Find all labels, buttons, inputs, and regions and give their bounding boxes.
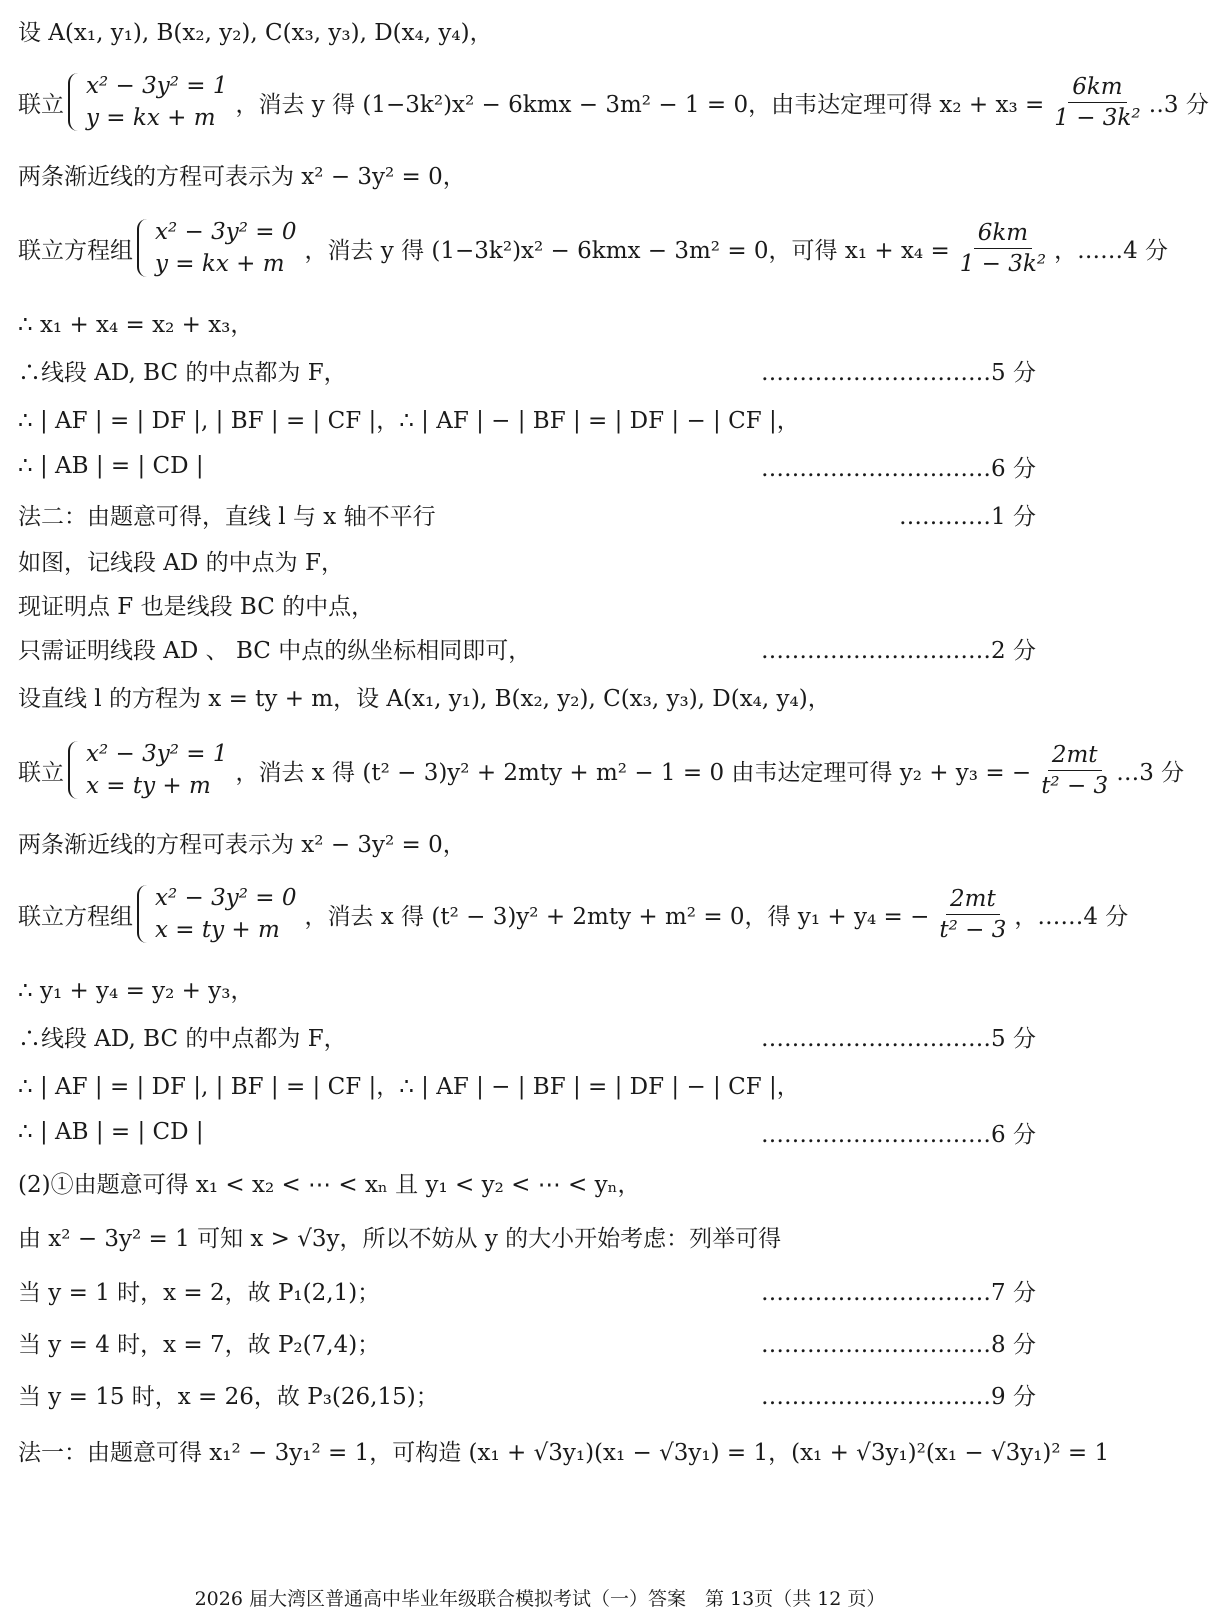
- line-conclusion-2: [18, 1114, 1036, 1150]
- line-conclusion: [18, 448, 1036, 484]
- fraction-denominator: t² − 3: [939, 916, 1007, 943]
- score-marker: …………………………5 分: [761, 1025, 1036, 1052]
- line-case-y4: [18, 1324, 1036, 1360]
- line-midpoint-2: [18, 1018, 1036, 1054]
- fraction-denominator: t² − 3: [1041, 772, 1109, 799]
- line-text: ∴线段 AD, BC 的中点都为 F，: [18, 359, 347, 386]
- line-text: ∴ | AF | = | DF |, | BF | = | CF |，∴ | AF | − | BF | = | DF | − | CF |，: [18, 407, 800, 434]
- line-method-one: [18, 1432, 1110, 1468]
- system-label: 联立方程组: [18, 237, 133, 264]
- fraction-denominator: 1 − 3k²: [1054, 104, 1141, 131]
- score-marker: …………………………7 分: [761, 1279, 1036, 1306]
- line-system-1: [18, 68, 1209, 136]
- line-text: 如图，记线段 AD 的中点为 F，: [18, 549, 344, 576]
- equation-system: [64, 738, 227, 802]
- line-text: 两条渐近线的方程可表示为 x² − 3y² = 0，: [18, 163, 466, 190]
- score-marker: …………………………9 分: [761, 1383, 1036, 1410]
- fraction-denominator: 1 − 3k²: [959, 250, 1047, 277]
- score-marker: …………………………6 分: [761, 1121, 1036, 1148]
- line-setup-line: [18, 678, 1036, 714]
- line-text: 当 y = 1 时，x = 2，故 P₁(2,1)；: [18, 1279, 381, 1306]
- page-footer: 2026 届大湾区普通高中毕业年级联合模拟考试（一）答案 第 13页（共 12 页）: [194, 1588, 886, 1610]
- line-case-y1: [18, 1272, 1036, 1308]
- line-sum-equal-2: [18, 970, 1036, 1006]
- system-equation-1: x² − 3y² = 1: [86, 73, 228, 99]
- system-label: 联立: [18, 91, 64, 118]
- elimination-text: ，消去 y 得 (1−3k²)x² − 6kmx − 3m² = 0，可得 x₁ + x₄ =: [304, 237, 950, 264]
- system-label: 联立方程组: [18, 903, 133, 930]
- line-asymptotes-2: [18, 824, 1036, 860]
- score-marker: ‥3 分: [1148, 91, 1209, 118]
- system-equation-1: x² − 3y² = 1: [86, 741, 228, 767]
- brace-symbol: [68, 741, 80, 799]
- line-text: 法一：由题意可得 x₁² − 3y₁² = 1，可构造 (x₁ + √3y₁)(x₁ − √3y₁) = 1，(x₁ + √3y₁)²(x₁ − √3y₁)² = 1: [18, 1439, 1110, 1466]
- line-setup-points: [18, 12, 1036, 48]
- line-distances-2: [18, 1066, 1036, 1102]
- brace-symbol: [137, 219, 149, 277]
- line-inequality: [18, 1218, 1036, 1254]
- line-sum-equal: [18, 304, 1036, 340]
- equation-system: [64, 70, 227, 134]
- brace-symbol: [137, 885, 149, 943]
- line-part-two: [18, 1164, 1036, 1200]
- line-text: 只需证明线段 AD 、 BC 中点的纵坐标相同即可，: [18, 637, 532, 664]
- line-text: ∴线段 AD, BC 的中点都为 F，: [18, 1025, 347, 1052]
- fraction-numerator: 6km: [974, 218, 1032, 249]
- fraction-numerator: 2mt: [946, 884, 1000, 915]
- line-text: ∴ | AB | = | CD |: [18, 453, 204, 479]
- line-case-y15: [18, 1376, 1036, 1412]
- score-marker: ……4 分: [1037, 903, 1129, 930]
- fraction-numerator: 6km: [1068, 72, 1126, 103]
- equation-system: [133, 216, 296, 280]
- elimination-text: ，消去 x 得 (t² − 3)y² + 2mty + m² = 0，得 y₁ + y₄ = −: [304, 903, 930, 930]
- score-marker: …………1 分: [899, 503, 1036, 530]
- score-marker: ……4 分: [1077, 237, 1169, 264]
- elimination-text: ，消去 x 得 (t² − 3)y² + 2mty + m² − 1 = 0 由韦达定理可得 y₂ + y₃ = −: [235, 759, 1032, 786]
- system-equation-2: x = ty + m: [86, 773, 211, 799]
- line-text: 设直线 l 的方程为 x = ty + m，设 A(x₁, y₁), B(x₂, y₂), C(x₃, y₃), D(x₄, y₄)，: [18, 685, 831, 712]
- brace-symbol: [68, 73, 80, 131]
- fraction: [1050, 72, 1144, 133]
- line-suffices: [18, 630, 1036, 666]
- line-text: 当 y = 15 时，x = 26，故 P₃(26,15)；: [18, 1383, 439, 1410]
- fraction-suffix: ，: [1054, 237, 1078, 264]
- score-marker: …………………………2 分: [761, 637, 1036, 664]
- system-equation-1: x² − 3y² = 0: [155, 219, 297, 245]
- fraction-suffix: ，: [1014, 903, 1038, 930]
- line-prove-midpoint: [18, 586, 1036, 622]
- line-text: 法二：由题意可得，直线 l 与 x 轴不平行: [18, 503, 436, 530]
- line-text: 当 y = 4 时，x = 7，故 P₂(7,4)；: [18, 1331, 381, 1358]
- line-text: ∴ y₁ + y₄ = y₂ + y₃，: [18, 977, 254, 1004]
- line-figure-note: [18, 542, 1036, 578]
- equation-system: [133, 882, 296, 946]
- score-marker: …………………………8 分: [761, 1331, 1036, 1358]
- system-equation-1: x² − 3y² = 0: [155, 885, 297, 911]
- line-system-4: [18, 880, 1129, 948]
- line-text: ∴ | AB | = | CD |: [18, 1119, 204, 1145]
- line-text: ∴ x₁ + x₄ = x₂ + x₃，: [18, 311, 254, 338]
- line-midpoint: [18, 352, 1036, 388]
- fraction: [935, 884, 1010, 945]
- system-label: 联立: [18, 759, 64, 786]
- line-method-two: [18, 496, 1036, 532]
- fraction: [956, 218, 1050, 279]
- line-text: 两条渐近线的方程可表示为 x² − 3y² = 0，: [18, 831, 466, 858]
- score-marker: …………………………6 分: [761, 455, 1036, 482]
- fraction: [1037, 740, 1112, 801]
- score-marker: …………………………5 分: [761, 359, 1036, 386]
- line-distances: [18, 400, 1036, 436]
- system-equation-2: y = kx + m: [86, 105, 216, 131]
- line-text: 设 A(x₁, y₁), B(x₂, y₂), C(x₃, y₃), D(x₄, y₄)，: [18, 19, 493, 46]
- system-equation-2: x = ty + m: [155, 917, 280, 943]
- line-text: (2)①由题意可得 x₁ < x₂ < ⋯ < xₙ 且 y₁ < y₂ < ⋯ < yₙ，: [18, 1171, 641, 1198]
- line-text: 现证明点 F 也是线段 BC 的中点，: [18, 593, 375, 620]
- system-equation-2: y = kx + m: [155, 251, 285, 277]
- line-text: 由 x² − 3y² = 1 可知 x > √3y，所以不妨从 y 的大小开始考虑：列举可得: [18, 1225, 782, 1252]
- fraction-numerator: 2mt: [1048, 740, 1102, 771]
- line-text: ∴ | AF | = | DF |, | BF | = | CF |，∴ | AF | − | BF | = | DF | − | CF |，: [18, 1073, 800, 1100]
- line-system-2: [18, 214, 1169, 282]
- score-marker: …3 分: [1116, 759, 1185, 786]
- elimination-text: ，消去 y 得 (1−3k²)x² − 6kmx − 3m² − 1 = 0，由韦达定理可得 x₂ + x₃ =: [235, 91, 1045, 118]
- line-system-3: [18, 736, 1185, 804]
- line-asymptotes: [18, 156, 1036, 192]
